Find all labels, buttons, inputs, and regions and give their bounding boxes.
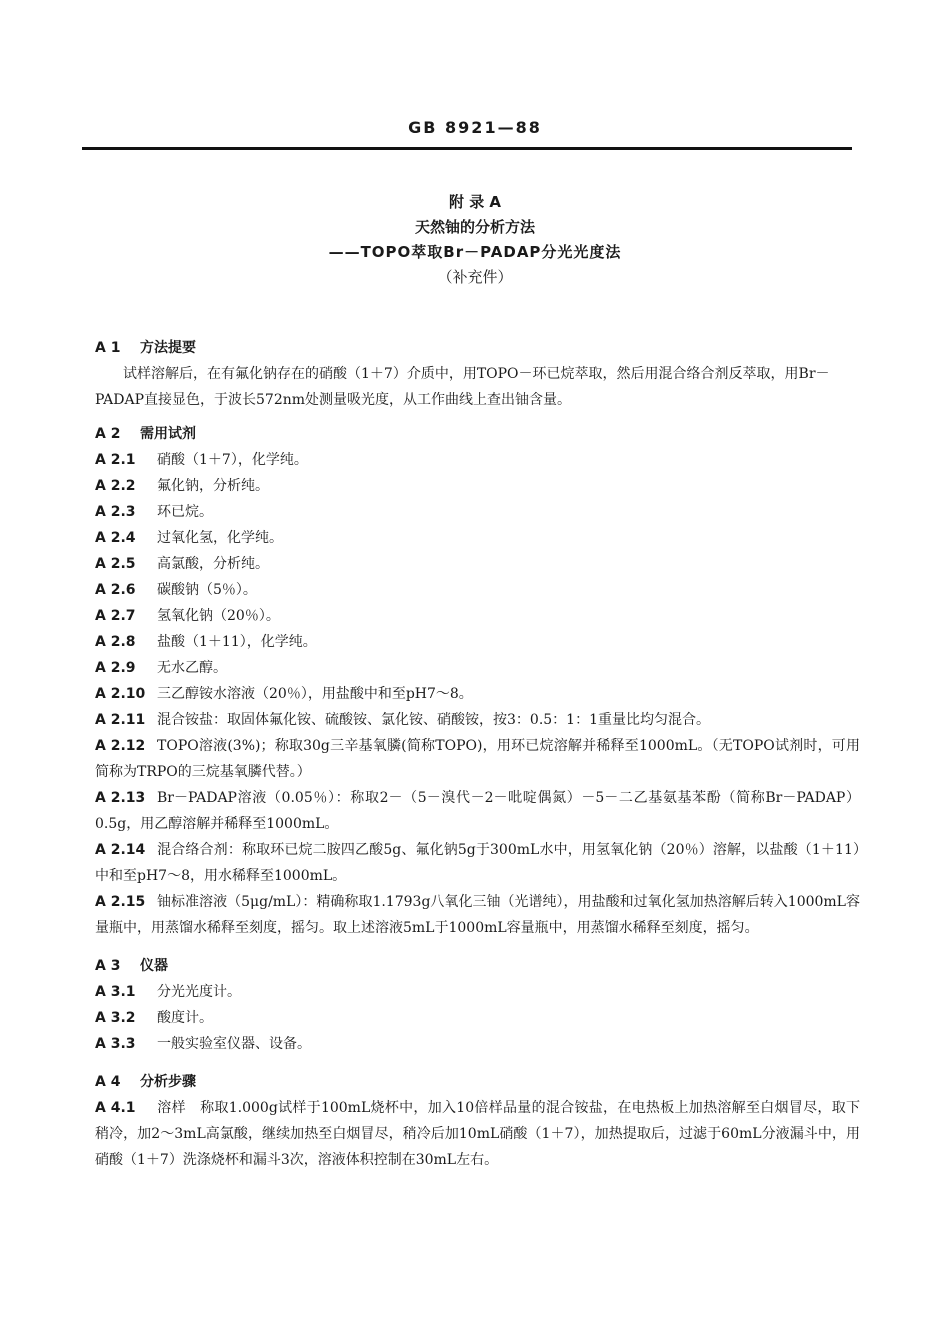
list-item xyxy=(95,447,860,473)
appendix-title: 天然铀的分析方法 xyxy=(414,218,535,236)
item-number: A 2.15 xyxy=(95,894,146,910)
item-text: Br－PADAP溶液（0.05％）：称取2－（5－溴代－2－吡啶偶氮）－5－二乙基氨基苯酚（简称Br－PADAP）0.5g，用乙醇溶解并稀释至1000mL。 xyxy=(95,790,860,832)
item-text: 溶样 称取1.000g试样于100mL烧杯中，加入10倍样品量的混合铵盐，在电热板上加热溶解至白烟冒尽，取下稍冷，加2～3mL高氯酸，继续加热至白烟冒尽，稍冷后加10mL硝酸（1＋7），加热提取后，过滤于60mL分液漏斗中，用硝酸（1＋7）洗涤烧杯和漏斗3次，溶液体积控制在30mL左右。 xyxy=(95,1100,860,1168)
item-number: A 2.2 xyxy=(95,478,136,494)
appendix-label: 附 录 A xyxy=(448,193,502,211)
section-title: 仪器 xyxy=(140,958,168,974)
section-number: A 4 xyxy=(95,1074,121,1090)
list-item xyxy=(95,785,860,837)
section-heading-a1 xyxy=(95,335,860,361)
section-heading-a4 xyxy=(95,1069,860,1095)
item-number: A 2.8 xyxy=(95,634,136,650)
item-text: 混合铵盐：取固体氟化铵、硫酸铵、氯化铵、硝酸铵，按3：0.5：1：1重量比均匀混合。 xyxy=(157,712,710,728)
item-number: A 2.13 xyxy=(95,790,146,806)
spacer xyxy=(95,941,860,951)
section-title: 分析步骤 xyxy=(140,1074,196,1090)
item-number: A 2.6 xyxy=(95,582,136,598)
list-item xyxy=(95,551,860,577)
appendix-title-block xyxy=(0,190,950,290)
section-number: A 3 xyxy=(95,958,121,974)
item-text: 一般实验室仪器、设备。 xyxy=(157,1036,311,1052)
list-item xyxy=(95,473,860,499)
item-text: 三乙醇铵水溶液（20％），用盐酸中和至pH7～8。 xyxy=(157,686,473,702)
item-number: A 2.9 xyxy=(95,660,136,676)
item-text: 碳酸钠（5％）。 xyxy=(157,582,257,598)
list-item xyxy=(95,1095,860,1173)
spacer xyxy=(95,1057,860,1067)
list-item xyxy=(95,655,860,681)
list-item xyxy=(95,499,860,525)
list-item xyxy=(95,733,860,785)
standard-code: GB 8921—88 xyxy=(408,118,542,137)
item-number: A 2.1 xyxy=(95,452,136,468)
item-text: 过氧化氢，化学纯。 xyxy=(157,530,283,546)
item-number: A 2.4 xyxy=(95,530,136,546)
appendix-method: ——TOPO萃取Br－PADAP分光光度法 xyxy=(328,243,622,261)
list-item xyxy=(95,1031,860,1057)
item-number: A 2.12 xyxy=(95,738,146,754)
item-text: 酸度计。 xyxy=(157,1010,213,1026)
section-number: A 2 xyxy=(95,426,121,442)
item-number: A 2.5 xyxy=(95,556,136,572)
list-item xyxy=(95,837,860,889)
section-number: A 1 xyxy=(95,340,121,356)
header-rule xyxy=(82,147,852,150)
appendix-note: （补充件） xyxy=(437,268,513,286)
item-number: A 2.3 xyxy=(95,504,136,520)
item-number: A 4.1 xyxy=(95,1100,136,1116)
section-title: 方法提要 xyxy=(140,340,196,356)
item-text: 混合络合剂：称取环已烷二胺四乙酸5g、氟化钠5g于300mL水中，用氢氧化钠（20％）溶解，以盐酸（1＋11）中和至pH7～8，用水稀释至1000mL。 xyxy=(95,842,860,884)
item-number: A 2.14 xyxy=(95,842,146,858)
list-item xyxy=(95,525,860,551)
list-item xyxy=(95,577,860,603)
item-text: 盐酸（1＋11），化学纯。 xyxy=(157,634,317,650)
item-text: 硝酸（1＋7），化学纯。 xyxy=(157,452,308,468)
section-title: 需用试剂 xyxy=(140,426,196,442)
list-item xyxy=(95,1005,860,1031)
item-text: 铀标准溶液（5μg/mL）：精确称取1.1793g八氧化三铀（光谱纯），用盐酸和过氧化氢加热溶解后转入1000mL容量瓶中，用蒸馏水稀释至刻度，摇匀。取上述溶液5mL于1000mL容量瓶中，用蒸馏水稀释至刻度，摇匀。 xyxy=(95,894,860,936)
document-body xyxy=(95,333,860,1173)
item-number: A 3.2 xyxy=(95,1010,136,1026)
item-number: A 2.10 xyxy=(95,686,146,702)
list-item xyxy=(95,603,860,629)
list-item xyxy=(95,681,860,707)
item-text: 高氯酸，分析纯。 xyxy=(157,556,269,572)
item-text: 环已烷。 xyxy=(157,504,213,520)
item-text: 氢氧化钠（20％）。 xyxy=(157,608,280,624)
section-paragraph: 试样溶解后，在有氟化钠存在的硝酸（1＋7）介质中，用TOPO－环已烷萃取，然后用混合络合剂反萃取，用Br－PADAP直接显色，于波长572nm处测量吸光度，从工作曲线上查出铀含量。 xyxy=(95,366,830,408)
item-text: 氟化钠，分析纯。 xyxy=(157,478,269,494)
item-number: A 2.7 xyxy=(95,608,136,624)
item-text: 无水乙醇。 xyxy=(157,660,227,676)
list-item xyxy=(95,889,860,941)
item-text: TOPO溶液(3%)；称取30g三辛基氧膦(简称TOPO)，用环已烷溶解并稀释至1000mL。（无TOPO试剂时，可用简称为TRPO的三烷基氧膦代替。） xyxy=(95,738,860,780)
item-number: A 2.11 xyxy=(95,712,146,728)
list-item xyxy=(95,707,860,733)
list-item xyxy=(95,979,860,1005)
list-item xyxy=(95,629,860,655)
item-text: 分光光度计。 xyxy=(157,984,241,1000)
section-heading-a3 xyxy=(95,953,860,979)
section-heading-a2 xyxy=(95,421,860,447)
item-number: A 3.1 xyxy=(95,984,136,1000)
item-number: A 3.3 xyxy=(95,1036,136,1052)
